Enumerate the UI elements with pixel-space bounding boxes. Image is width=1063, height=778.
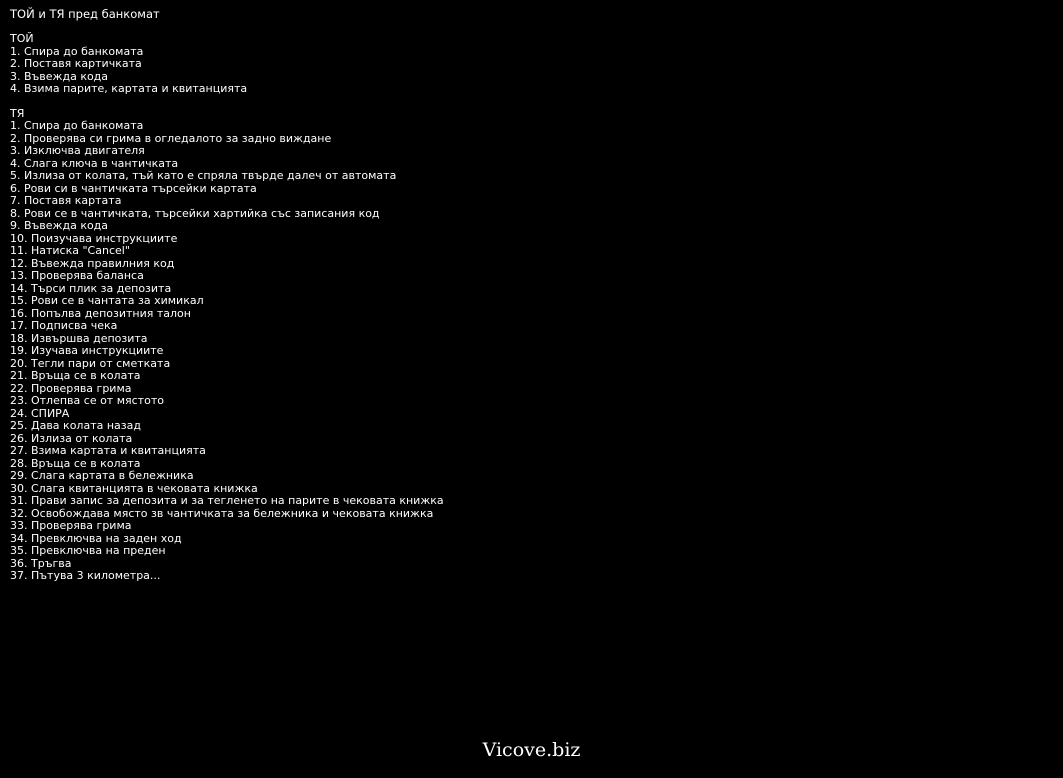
list-item: 31. Прави запис за депозита и за тегленето на парите в чековата книжка xyxy=(10,494,444,507)
list-item: 2. Поставя картичката xyxy=(10,57,142,70)
list-item: 33. Проверява грима xyxy=(10,519,132,532)
list-item: 12. Въвежда правилния код xyxy=(10,256,175,270)
list-item: 18. Извършва депозита xyxy=(10,331,148,345)
list-item: 3. Въвежда кода xyxy=(10,69,109,83)
list-item: 16. Попълва депозитния талон xyxy=(10,306,191,320)
section-divider xyxy=(10,96,1050,108)
list-item: 1. Спира до банкомата xyxy=(10,119,144,132)
list-item: 15. Рови се в чантата за химикал xyxy=(10,294,204,307)
list-item: 13. Проверява баланса xyxy=(10,269,144,282)
list-item: 14. Търси плик за депозита xyxy=(10,281,172,295)
list-item: 4. Слага ключа в чантичката xyxy=(10,156,179,170)
list-item: 34. Превключва на заден ход xyxy=(10,531,182,545)
article-title: ТОЙ и ТЯ пред банкомат xyxy=(10,7,160,21)
him-list xyxy=(10,46,1050,96)
list-item: 36. Тръгва xyxy=(10,556,72,570)
list-item: 28. Връща се в колата xyxy=(10,456,141,470)
list-item: 21. Връща се в колата xyxy=(10,369,141,382)
list-item: 20. Тегли пари от сметката xyxy=(10,356,171,370)
list-item: 29. Слага картата в бележника xyxy=(10,469,194,482)
list-item: 5. Излиза от колата, тъй като е спряла твърде далеч от автомата xyxy=(10,169,397,182)
list-item: 26. Излиза от колата xyxy=(10,431,133,445)
list-item: 24. СПИРА xyxy=(10,406,70,420)
list-item: 37. Пътува 3 километра... xyxy=(10,569,161,582)
list-item: 19. Изучава инструкциите xyxy=(10,344,164,357)
list-item: 10. Поизучава инструкциите xyxy=(10,231,178,245)
list-item: 30. Слага квитанцията в чековата книжка xyxy=(10,481,258,495)
list-item: 6. Рови си в чантичката търсейки картата xyxy=(10,181,257,195)
list-item: 2. Проверява си грима в огледалото за задно виждане xyxy=(10,131,332,145)
her-list xyxy=(10,120,1050,583)
list-item: 3. Изключва двигателя xyxy=(10,144,145,157)
list-item: 22. Проверява грима xyxy=(10,381,132,395)
list-item: 11. Натиска "Cancel" xyxy=(10,244,130,257)
list-item: 27. Взима картата и квитанцията xyxy=(10,444,206,457)
list-item: 35. Превключва на преден xyxy=(10,544,166,557)
him-heading: ТОЙ xyxy=(10,32,34,45)
site-watermark: Vicove.biz xyxy=(482,739,581,761)
her-heading: ТЯ xyxy=(10,106,25,120)
list-item: 23. Отлепва се от мястото xyxy=(10,394,164,407)
list-item: 9. Въвежда кода xyxy=(10,219,109,232)
list-item: 1. Спира до банкомата xyxy=(10,44,144,58)
list-item: 8. Рови се в чантичката, търсейки хартийка със записания код xyxy=(10,206,380,220)
list-item: 32. Освобождава място зв чантичката за бележника и чековата книжка xyxy=(10,506,434,520)
list-item: 7. Поставя картата xyxy=(10,194,122,207)
list-item: 25. Дава колата назад xyxy=(10,419,141,432)
list-item: 4. Взима парите, картата и квитанцията xyxy=(10,82,248,95)
list-item: 17. Подписва чека xyxy=(10,319,118,332)
article xyxy=(10,7,1050,583)
